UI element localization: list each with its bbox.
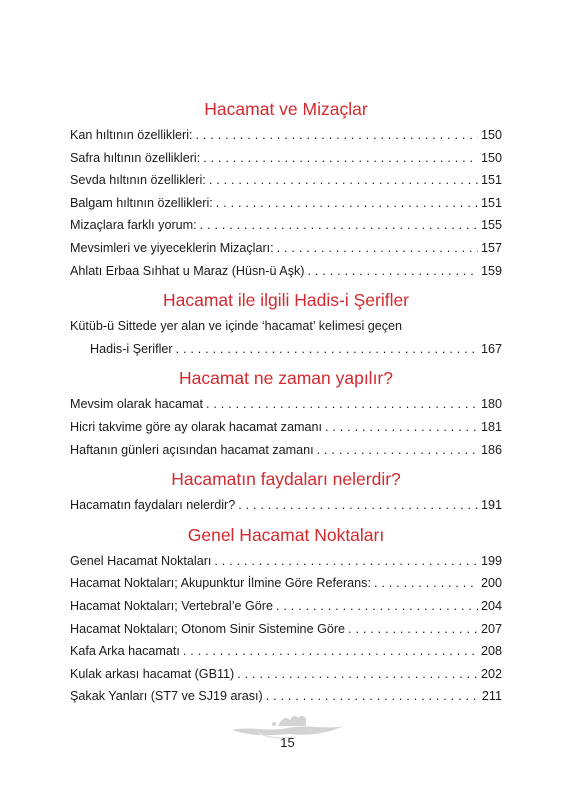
- leader-dots: [196, 124, 478, 147]
- leader-dots: [206, 393, 478, 416]
- entry-page-number: 181: [480, 419, 502, 434]
- table-of-contents: [70, 97, 502, 714]
- leader-dots: [200, 214, 478, 237]
- entry-page-number: 151: [480, 173, 502, 188]
- entry-page-number: 151: [480, 195, 502, 210]
- entry-page-number: 150: [480, 150, 502, 165]
- entry-intro-text: Kütüb-ü Sittede yer alan ve içinde ‘hacamat’ kelimesi geçen: [70, 319, 403, 334]
- entry-page-number: 150: [480, 128, 502, 142]
- entry-label: Kafa Arka hacamatı: [70, 644, 180, 659]
- toc-section-zaman: [70, 366, 502, 461]
- entry-page-number: 204: [480, 598, 502, 613]
- toc-entry[interactable]: [70, 572, 502, 595]
- toc-entry[interactable]: [70, 550, 502, 573]
- entry-label: Hacamat Noktaları; Otonom Sinir Sistemine Göre: [70, 621, 346, 636]
- entry-label: Şakak Yanları (ST7 ve SJ19 arası): [70, 689, 263, 704]
- toc-entry[interactable]: [70, 439, 502, 462]
- entry-label: Ahlatı Erbaa Sıhhat u Maraz (Hüsn-ü Aşk): [70, 263, 305, 278]
- toc-entry[interactable]: [70, 260, 502, 283]
- entry-page-number: 200: [480, 576, 502, 591]
- entry-label: Kan hıltının özellikleri:: [70, 128, 193, 142]
- entry-page-number: 186: [480, 442, 502, 457]
- toc-entry[interactable]: [70, 338, 502, 361]
- entry-label: Genel Hacamat Noktaları: [70, 553, 212, 568]
- leader-dots: [277, 237, 478, 260]
- entry-label: Hadis-i Şerifler: [90, 341, 173, 356]
- entry-label: Hicri takvime göre ay olarak hacamat zamanı: [70, 419, 322, 434]
- leader-dots: [176, 338, 478, 361]
- entry-page-number: 155: [480, 218, 502, 233]
- toc-entry[interactable]: [70, 416, 502, 439]
- entry-label: Sevda hıltının özellikleri:: [70, 173, 206, 188]
- entry-label: Balgam hıltının özellikleri:: [70, 195, 213, 210]
- section-title: Hacamat ve Mizaçlar: [204, 99, 368, 119]
- toc-entry[interactable]: [70, 124, 502, 147]
- toc-entry[interactable]: [70, 147, 502, 170]
- entry-label: Mevsim olarak hacamat: [70, 397, 203, 412]
- leader-dots: [183, 640, 478, 663]
- toc-section-faydalar: [70, 467, 502, 517]
- toc-entry[interactable]: [70, 214, 502, 237]
- toc-entry[interactable]: [70, 169, 502, 192]
- leader-dots: [238, 494, 478, 517]
- leader-dots: [325, 416, 478, 439]
- leader-dots: [276, 595, 478, 618]
- toc-entry[interactable]: [70, 494, 502, 517]
- entry-page-number: 207: [480, 621, 502, 636]
- entry-label: Mevsimleri ve yiyeceklerin Mizaçları:: [70, 240, 274, 255]
- section-title: Hacamat ile ilgili Hadis-i Şerifler: [162, 290, 410, 311]
- entry-page-number: 191: [480, 498, 502, 513]
- leader-dots: [209, 169, 478, 192]
- entry-page-number: 211: [481, 689, 502, 704]
- entry-label: Hacamat Noktaları; Akupunktur İlmine Göre Referans:: [70, 576, 371, 591]
- entry-label: Safra hıltının özellikleri:: [70, 150, 201, 165]
- toc-section-mizaclar: [70, 97, 502, 282]
- section-title: Hacamat ne zaman yapılır?: [179, 368, 393, 389]
- entry-page-number: 202: [480, 666, 502, 681]
- section-title: Hacamatın faydaları nelerdir?: [171, 469, 401, 490]
- entry-label: Mizaçlara farklı yorum:: [70, 218, 197, 233]
- leader-dots: [308, 260, 478, 283]
- leader-dots: [374, 572, 478, 595]
- leader-dots: [203, 147, 478, 170]
- page-number: 15: [280, 735, 295, 750]
- entry-label: Haftanın günleri açısından hacamat zamanı: [70, 442, 314, 457]
- section-title: Genel Hacamat Noktaları: [187, 524, 385, 545]
- leader-dots: [348, 618, 478, 641]
- leader-dots: [266, 685, 479, 708]
- toc-entry[interactable]: [70, 192, 502, 215]
- entry-page-number: 167: [480, 341, 502, 356]
- entry-label: Kulak arkası hacamat (GB11): [70, 666, 235, 681]
- toc-entry[interactable]: [70, 595, 502, 618]
- leader-dots: [317, 439, 478, 462]
- leader-dots: [214, 550, 478, 573]
- entry-page-number: 208: [480, 644, 502, 659]
- toc-entry[interactable]: [70, 618, 502, 641]
- entry-label: Hacamatın faydaları nelerdir?: [70, 498, 236, 513]
- toc-entry[interactable]: [70, 685, 502, 708]
- entry-page-number: 199: [480, 553, 502, 568]
- toc-entry[interactable]: [70, 393, 502, 416]
- toc-section-hadis: [70, 288, 502, 360]
- entry-page-number: 157: [480, 240, 502, 255]
- entry-label: Hacamat Noktaları; Vertebral’e Göre: [70, 598, 273, 613]
- toc-entry[interactable]: [70, 663, 502, 686]
- toc-section-noktalar: [70, 523, 502, 708]
- entry-page-number: 180: [480, 397, 502, 412]
- toc-entry[interactable]: [70, 640, 502, 663]
- toc-entry[interactable]: [70, 237, 502, 260]
- leader-dots: [216, 192, 478, 215]
- leader-dots: [237, 663, 478, 686]
- entry-page-number: 159: [480, 263, 502, 278]
